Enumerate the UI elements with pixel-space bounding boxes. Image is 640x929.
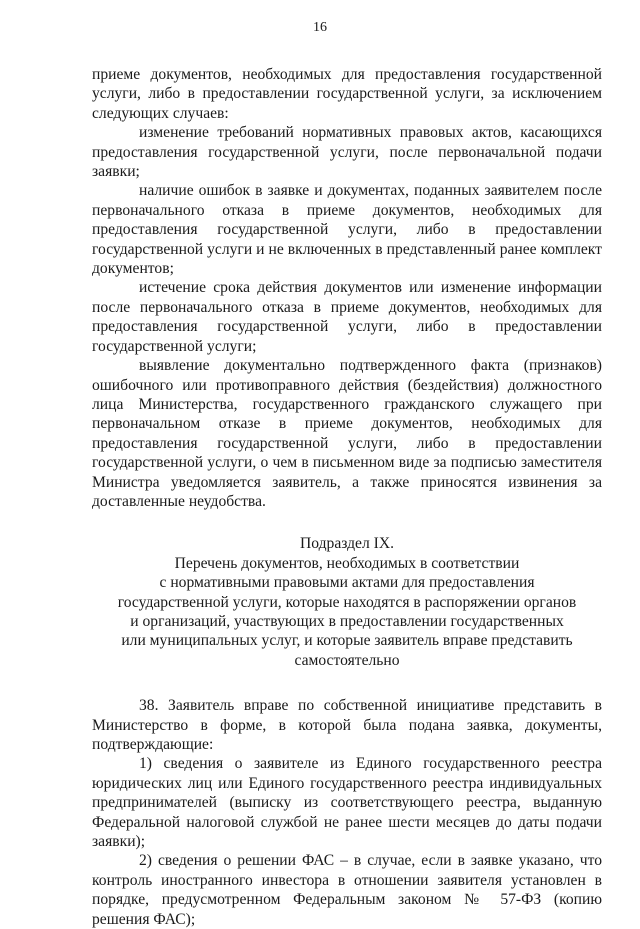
subsection-title-line: государственной услуги, которые находятся в распоряжении органов (117, 593, 577, 611)
subsection-title-line: и организаций, участвующих в предоставлении государственных (130, 612, 564, 630)
document-body (92, 65, 602, 929)
paragraph-38: 38. Заявитель вправе по собственной инициативе представить в Министерство в форме, в которой была подана заявка, документы, подтверждающие: (92, 697, 602, 753)
case-paragraph-2: наличие ошибок в заявке и документах, поданных заявителем после первоначального отказа в приеме документов, необходимых для предоставления государственной услуги, либо в предоставлении государственной услуги и не включенных в представленный ранее комплект документов; (92, 182, 602, 278)
list-item-1: 1) сведения о заявителе из Единого государственного реестра юридических лиц или Единого государственного реестра индивидуальных предпринимателей (выписку из соответствующего реестра, выданную Федеральной налоговой службой не ранее шести месяцев до даты подачи заявки); (92, 755, 602, 851)
intro-paragraph: приеме документов, необходимых для предоставления государственной услуги, либо в предоставлении государственной услуги, за исключением следующих случаев: (92, 66, 602, 122)
subsection-title-line: Перечень документов, необходимых в соответствии (174, 554, 520, 572)
case-paragraph-4: выявление документально подтвержденного факта (признаков) ошибочного или противоправного действия (бездействия) должностного лица Министерства, государственного гражданского служащего при первоначальном отказе в приеме документов, необходимых для предоставления государственной услуги, либо в предоставлении государственной услуги, о чем в письменном виде за подписью заместителя Министра уведомляется заявитель, а также приносятся извинения за доставленные неудобства. (92, 357, 602, 510)
page-number: 16 (313, 20, 327, 35)
subsection-title-line: с нормативными правовыми актами для предоставления (159, 574, 535, 592)
subsection-label: Подраздел IX. (299, 535, 395, 553)
subsection-title-line: или муниципальных услуг, и которые заявитель вправе представить (121, 632, 573, 650)
list-item-2: 2) сведения о решении ФАС – в случае, если в заявке указано, что контроль иностранного инвестора в отношении заявителя установлен в порядке, предусмотренном Федеральным законом № 57-ФЗ (копию решения ФАС); (92, 852, 602, 928)
case-paragraph-1: изменение требований нормативных правовых актов, касающихся предоставления государственной услуги, после первоначальной подачи заявки; (92, 124, 602, 181)
case-paragraph-3: истечение срока действия документов или изменение информации после первоначального отказа в приеме документов, необходимых для предоставления государственной услуги, либо в предоставлении государственной услуги; (92, 279, 602, 355)
subsection-heading (92, 534, 602, 670)
subsection-title-line: самостоятельно (294, 651, 400, 669)
